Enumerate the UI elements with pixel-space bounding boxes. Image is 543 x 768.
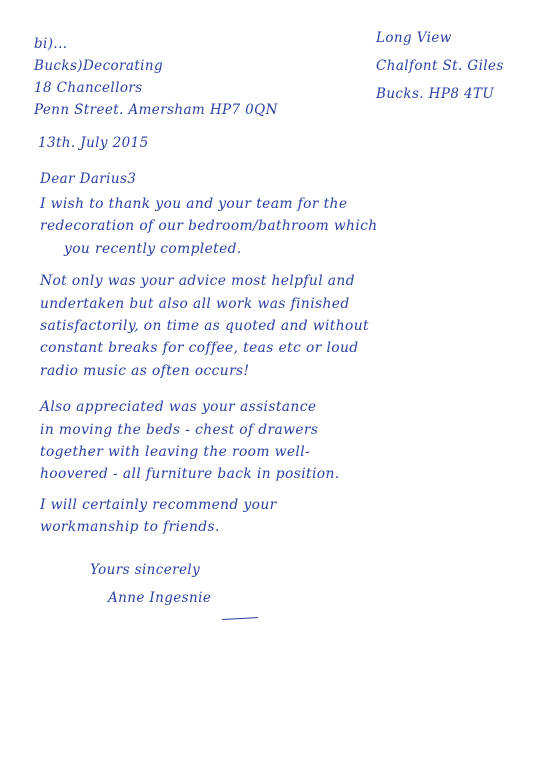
recipient-address-line: Long View [376,30,452,46]
signature-underline [222,617,258,620]
sender-address-line: Penn Street. Amersham HP7 0QN [34,102,278,118]
closing: Yours sincerely [90,562,201,578]
body-line: I will certainly recommend your [40,496,277,513]
body-line: Also appreciated was your assistance [40,399,317,416]
body-line: hoovered - all furniture back in position. [40,466,340,483]
recipient-address-line: Chalfont St. Giles [376,58,504,74]
closing-block [90,556,211,612]
body-line: you recently completed. [64,240,242,257]
body-line: redecoration of our bedroom/bathroom which [40,218,378,235]
body-line: radio music as often occurs! [40,362,250,379]
sender-address [34,33,278,121]
signature: Anne Ingesnie [108,590,212,606]
sender-address-line: 18 Chancellors [34,80,143,96]
sender-address-line: bi)... [34,36,68,52]
body-line: constant breaks for coffee, teas etc or loud [40,340,359,357]
body-line: in moving the beds - chest of drawers [40,421,319,438]
recipient-address-line: Bucks. HP8 4TU [376,86,495,102]
body-line: satisfactorily, on time as quoted and without [40,318,369,335]
letter-date: 13th. July 2015 [38,135,149,151]
recipient-address [376,24,504,108]
body-line: together with leaving the room well- [40,444,311,461]
letter-body [40,193,378,539]
body-line: workmanship to friends. [40,519,220,536]
body-line: I wish to thank you and your team for the [40,196,348,212]
body-line: Not only was your advice most helpful and [40,273,355,290]
salutation: Dear Darius3 [40,171,137,187]
body-line: undertaken but also all work was finished [40,295,350,312]
sender-address-line: Bucks)Decorating [34,58,164,74]
